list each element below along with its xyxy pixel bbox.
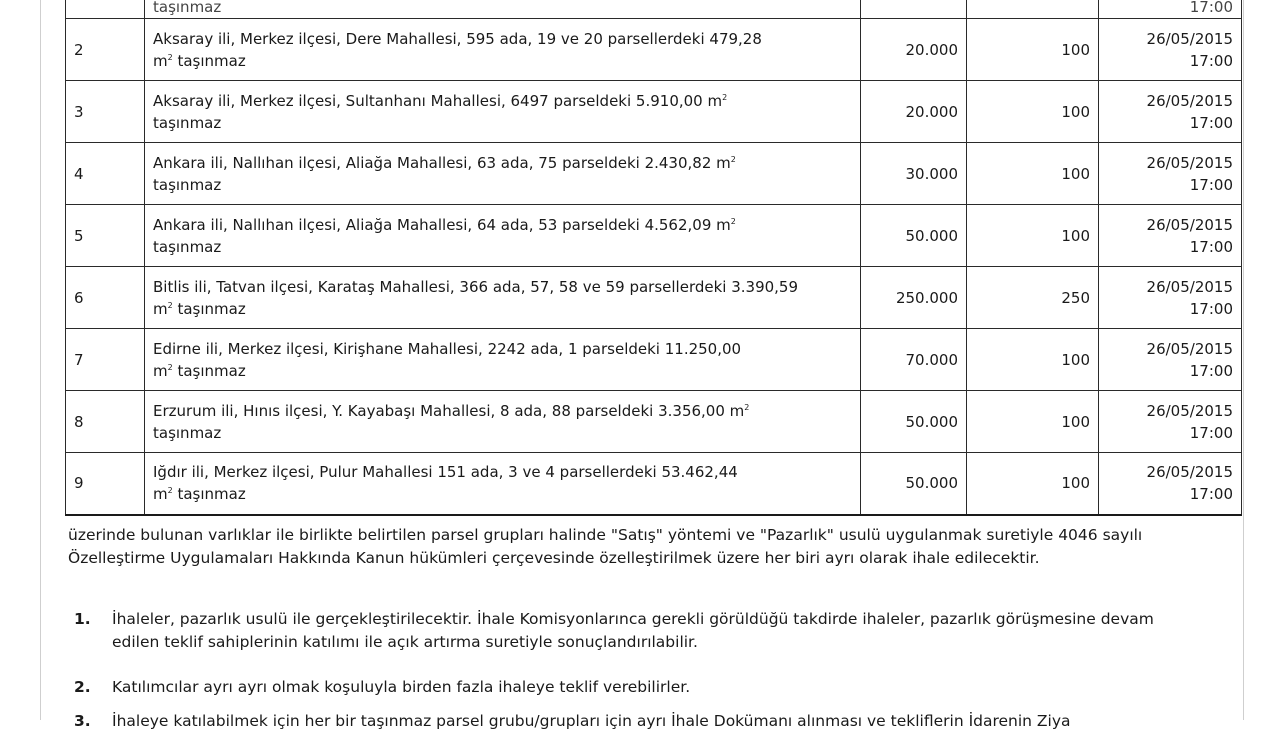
row-number: 3 — [66, 81, 145, 143]
deadline-cell: 17:00 — [1099, 0, 1242, 19]
price-cell: 50.000 — [861, 391, 967, 453]
property-description: Bitlis ili, Tatvan ilçesi, Karataş Mahallesi, 366 ada, 57, 58 ve 59 parsellerdeki 3.390,59 $m^2$ taşınmaz — [145, 267, 861, 329]
price-cell: 20.000 — [861, 19, 967, 81]
row-number: 5 — [66, 205, 145, 267]
price-cell: 50.000 — [861, 205, 967, 267]
deposit-cell — [967, 0, 1099, 19]
deposit-cell: 100 — [967, 329, 1099, 391]
table-row — [66, 81, 1242, 143]
list-item — [68, 710, 1178, 733]
price-cell: 70.000 — [861, 329, 967, 391]
property-description: Iğdır ili, Merkez ilçesi, Pulur Mahallesi 151 ada, 3 ve 4 parsellerdeki 53.462,44 $m^2$ taşınmaz — [145, 453, 861, 515]
deposit-cell: 100 — [967, 143, 1099, 205]
deposit-cell: 100 — [967, 19, 1099, 81]
price-cell — [861, 0, 967, 19]
price-cell: 20.000 — [861, 81, 967, 143]
table-row — [66, 0, 1242, 19]
list-text: İhaleler, pazarlık usulü ile gerçekleştirilecektir. İhale Komisyonlarınca gerekli görüldüğü takdirde ihaleler, pazarlık görüşmesine devam edilen teklif sahiplerinin katılımı ile açık artırma suretiyle sonuçlandırılabilir. — [112, 610, 1154, 651]
deadline-cell: 26/05/2015 17:00 — [1099, 143, 1242, 205]
auction-table — [65, 0, 1242, 516]
deadline-cell: 26/05/2015 17:00 — [1099, 19, 1242, 81]
list-number: 1. — [74, 610, 91, 628]
table-row — [66, 453, 1242, 515]
table-row — [66, 19, 1242, 81]
row-number: 7 — [66, 329, 145, 391]
price-cell: 50.000 — [861, 453, 967, 515]
row-number: 6 — [66, 267, 145, 329]
property-description: taşınmaz — [145, 0, 861, 19]
deadline-cell: 26/05/2015 17:00 — [1099, 81, 1242, 143]
row-number: 8 — [66, 391, 145, 453]
list-item — [68, 676, 1178, 699]
deadline-cell: 26/05/2015 17:00 — [1099, 391, 1242, 453]
property-description: Ankara ili, Nallıhan ilçesi, Aliağa Mahallesi, 64 ada, 53 parseldeki 4.562,09 $m^2$ taşınmaz — [145, 205, 861, 267]
row-number: 9 — [66, 453, 145, 515]
property-description: Aksaray ili, Merkez ilçesi, Sultanhanı Mahallesi, 6497 parseldeki 5.910,00 $m^2$ taşınmaz — [145, 81, 861, 143]
deposit-cell: 100 — [967, 453, 1099, 515]
deadline-cell: 26/05/2015 17:00 — [1099, 205, 1242, 267]
price-cell: 250.000 — [861, 267, 967, 329]
deadline-cell: 26/05/2015 17:00 — [1099, 267, 1242, 329]
property-description: Erzurum ili, Hınıs ilçesi, Y. Kayabaşı Mahallesi, 8 ada, 88 parseldeki 3.356,00 $m^2$ taşınmaz — [145, 391, 861, 453]
property-description: Ankara ili, Nallıhan ilçesi, Aliağa Mahallesi, 63 ada, 75 parseldeki 2.430,82 $m^2$ taşınmaz — [145, 143, 861, 205]
row-number: 4 — [66, 143, 145, 205]
list-number: 2. — [74, 678, 91, 696]
deposit-cell: 250 — [967, 267, 1099, 329]
table-row — [66, 329, 1242, 391]
property-description: Edirne ili, Merkez ilçesi, Kirişhane Mahallesi, 2242 ada, 1 parseldeki 11.250,00 $m^2$ taşınmaz — [145, 329, 861, 391]
deposit-cell: 100 — [967, 391, 1099, 453]
property-description: Aksaray ili, Merkez ilçesi, Dere Mahallesi, 595 ada, 19 ve 20 parsellerdeki 479,28 $m^2$ taşınmaz — [145, 19, 861, 81]
price-cell: 30.000 — [861, 143, 967, 205]
deadline-cell: 26/05/2015 17:00 — [1099, 453, 1242, 515]
row-number: 2 — [66, 19, 145, 81]
row-number — [66, 0, 145, 19]
list-text: İhaleye katılabilmek için her bir taşınmaz parsel grubu/grupları için ayrı İhale Dokümanı alınması ve tekliflerin İdarenin Ziya — [112, 712, 1071, 730]
deposit-cell: 100 — [967, 81, 1099, 143]
table-row — [66, 267, 1242, 329]
deposit-cell: 100 — [967, 205, 1099, 267]
list-item — [68, 608, 1178, 654]
list-text: Katılımcılar ayrı ayrı olmak koşuluyla birden fazla ihaleye teklif verebilirler. — [112, 678, 691, 696]
table-row — [66, 143, 1242, 205]
table-row — [66, 205, 1242, 267]
body-paragraph: üzerinde bulunan varlıklar ile birlikte belirtilen parsel grupları halinde "Satış" yöntemi ve "Pazarlık" usulü uygulanmak suretiyle 4046 sayılı Özelleştirme Uygulamaları Hakkında Kanun hükümleri çerçevesinde özelleştirilmek üzere her biri ayrı olarak ihale edilecektir. — [68, 526, 1143, 567]
table-row — [66, 391, 1242, 453]
list-number: 3. — [74, 712, 91, 730]
deadline-cell: 26/05/2015 17:00 — [1099, 329, 1242, 391]
